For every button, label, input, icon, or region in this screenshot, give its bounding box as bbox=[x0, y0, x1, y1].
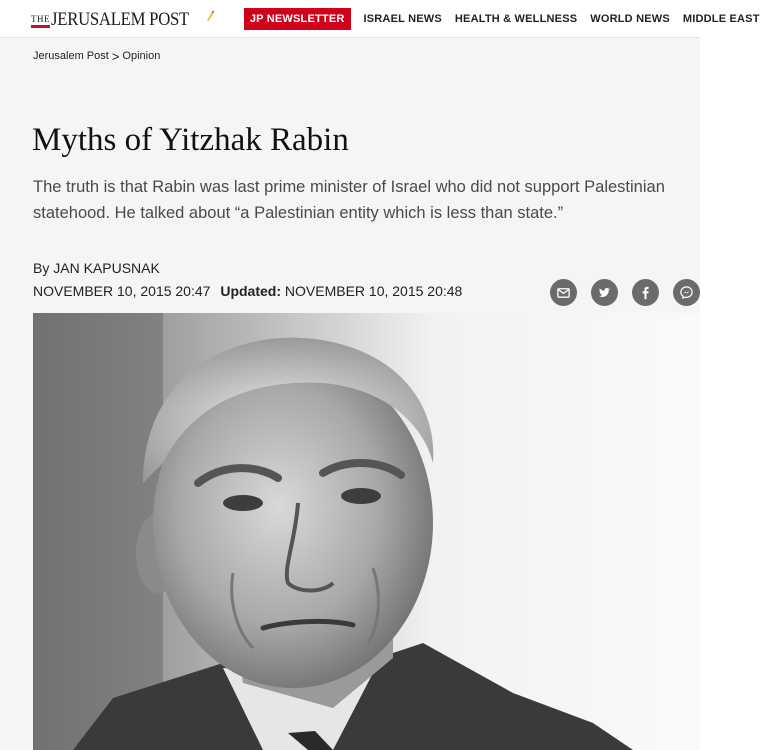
newsletter-button[interactable]: JP NEWSLETTER bbox=[244, 8, 351, 30]
share-bar bbox=[550, 279, 700, 306]
nav-world-news[interactable]: WORLD NEWS bbox=[590, 12, 670, 25]
nav-health-wellness[interactable]: HEALTH & WELLNESS bbox=[454, 12, 578, 25]
logo-name: JERUSALEM POST bbox=[51, 8, 189, 30]
breadcrumb bbox=[33, 50, 160, 62]
messenger-icon[interactable] bbox=[673, 279, 700, 306]
updated-label: Updated: bbox=[220, 283, 281, 299]
site-logo[interactable] bbox=[31, 8, 208, 30]
email-icon[interactable] bbox=[550, 279, 577, 306]
nav-middle-east[interactable]: MIDDLE EAST bbox=[682, 12, 760, 25]
breadcrumb-section[interactable]: Opinion bbox=[122, 50, 161, 62]
logo-quill-icon bbox=[206, 10, 214, 22]
updated-date: NOVEMBER 10, 2015 20:48 bbox=[284, 283, 463, 299]
article-subtitle: The truth is that Rabin was last prime minister of Israel who did not support Palestinian statehood. He talked about “a Palestinian entity which is less than state.” bbox=[33, 178, 665, 222]
nav-israel-news[interactable]: ISRAEL NEWS bbox=[363, 12, 442, 25]
article-page bbox=[0, 38, 700, 750]
logo-the: THE bbox=[31, 15, 50, 28]
twitter-icon[interactable] bbox=[591, 279, 618, 306]
article-title: Myths of Yitzhak Rabin bbox=[32, 122, 349, 158]
top-navigation-bar bbox=[0, 0, 760, 38]
breadcrumb-separator: > bbox=[111, 48, 120, 64]
article-photo bbox=[33, 313, 700, 750]
breadcrumb-home[interactable]: Jerusalem Post bbox=[33, 50, 109, 62]
article-dates bbox=[33, 283, 462, 299]
facebook-icon[interactable] bbox=[632, 279, 659, 306]
article-byline[interactable]: By JAN KAPUSNAK bbox=[33, 260, 160, 276]
main-nav bbox=[364, 13, 773, 25]
portrait-photo bbox=[33, 313, 700, 750]
published-date: NOVEMBER 10, 2015 20:47 bbox=[33, 283, 211, 299]
